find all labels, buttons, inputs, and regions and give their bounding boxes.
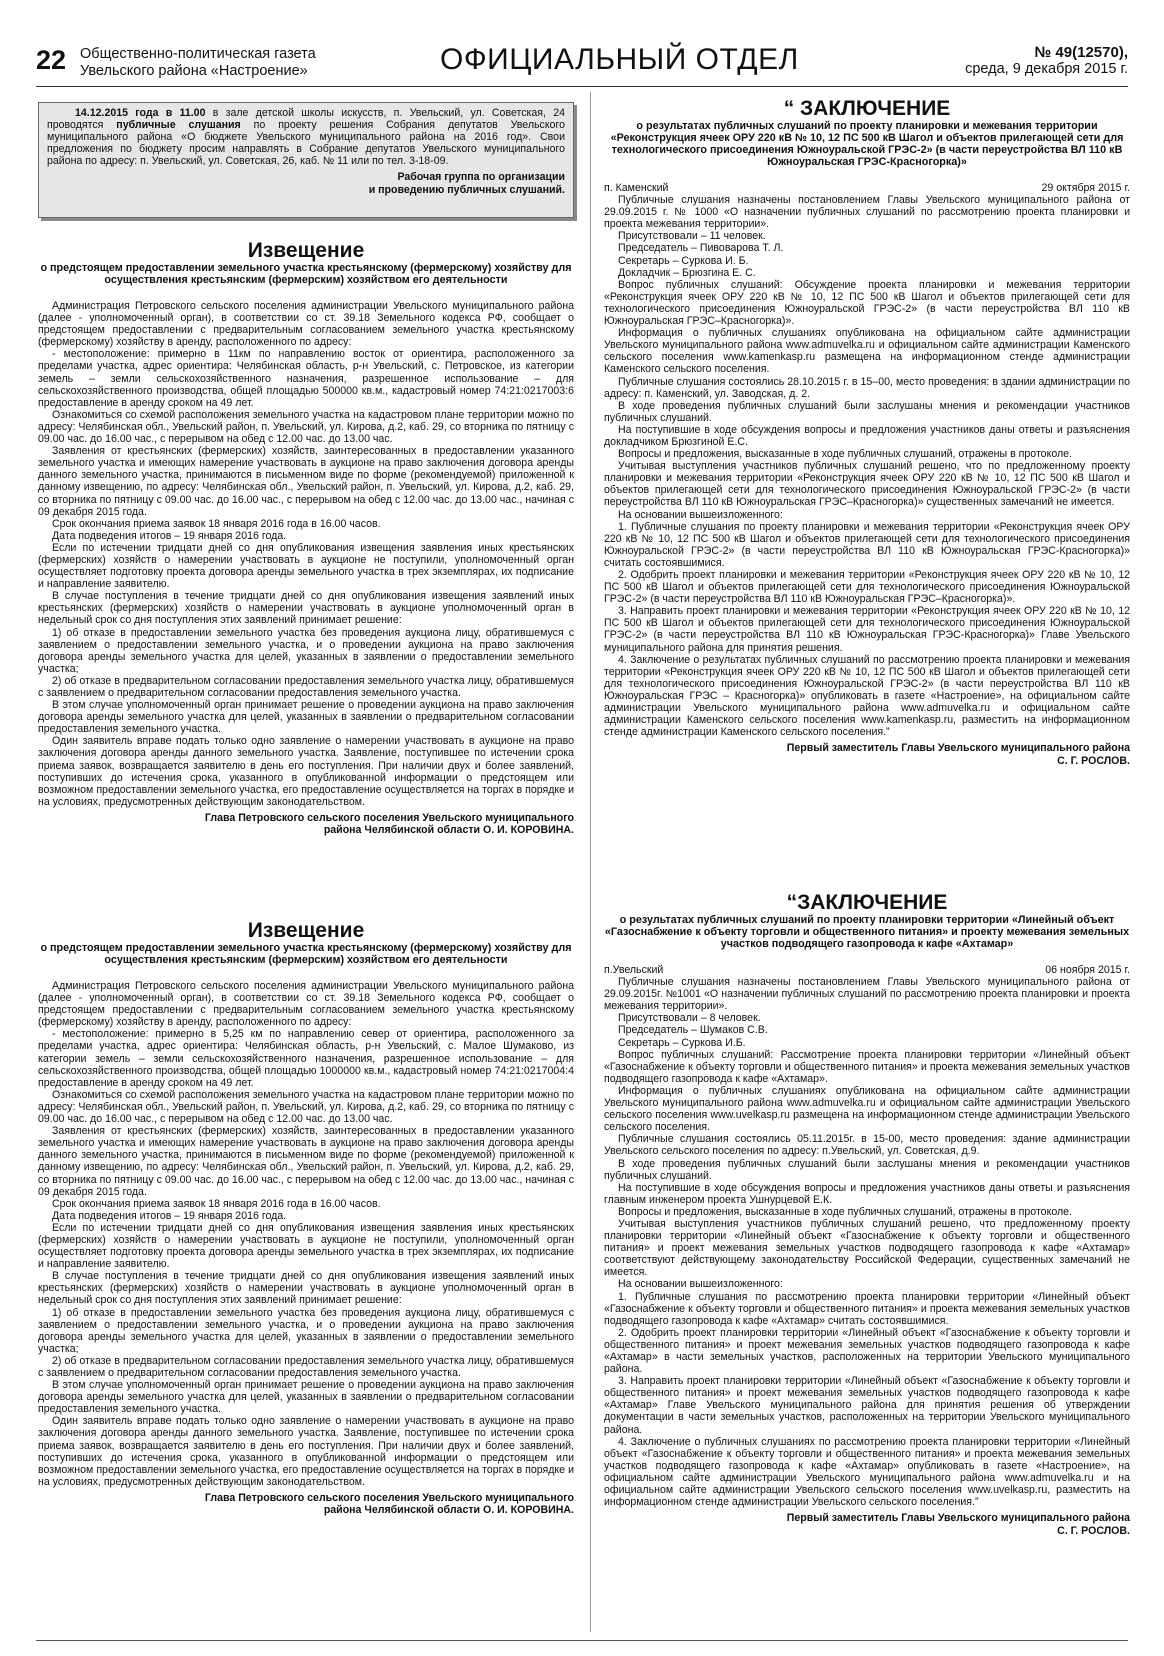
conclusion-2-place-date <box>604 964 1130 976</box>
notice-2-signature: Глава Петровского сельского поселения Увельского муниципального района Челябинской области О. И. КОРОВИНА. <box>204 1491 574 1517</box>
conclusion-1-place: п. Каменский <box>604 182 669 194</box>
department-title: ОФИЦИАЛЬНЫЙ ОТДЕЛ <box>440 43 799 76</box>
paragraph: Один заявитель вправе подать только одно заявление о намерении участвовать в аукционе на право заключения договора аренды данного земельного участка. Заявление, поступившее по истечении срока приема заявок, возвращается заявителю в день его поступления. При наличии двух и более заявлений, поступивших до истечения срока, указанного в опубликованной информации о предстоящем или возможном предоставлении земельного участка, его предоставление осуществляется на торгах в порядке и на условиях, предусмотренных действующим законодательством. <box>38 1415 574 1488</box>
paragraph: На поступившие в ходе обсуждения вопросы и предложения участников даны ответы и разъяснения главным инженером проекта Ушнурцевой Е.К. <box>604 1181 1130 1206</box>
issue-number: № 49(12570), <box>1034 44 1128 61</box>
paragraph: Информация о публичных слушаниях опубликована на официальном сайте администрации Увельского муниципального района www.admuvelka.ru и официальном сайте администрации Каменского сельского поселения www.kamenkasp.ru размещена на информационном стенде администрации Каменского сельского поселения. <box>604 327 1130 376</box>
newspaper-name <box>80 46 316 80</box>
conclusion-2-date: 06 ноября 2015 г. <box>1045 964 1130 976</box>
conclusion-1-signature: Первый заместитель Главы Увельского муниципального района С. Г. РОСЛОВ. <box>786 742 1130 767</box>
paragraph: 4. Заключение о результатах публичных слушаний по рассмотрению проекта планировки и межевания территории «Реконструкция ячеек ОРУ 220 кВ № 10, 12 ПС 500 кВ Шагол и объектов прилегающей сети для технологического присоединения Южноуральской ГРЭС-2» (в части переустройства ВЛ 110 кВ Южноуральская ГРЭС – Красногорка)» опубликовать в газете «Настроение», на официальном сайте администрации Увельского муниципального района www.admuvelka.ru и официальном сайте администрации Каменского сельского поселения www.kamenkasp.ru, разместить на информационном стенде администрации Каменского сельского поселения.” <box>604 653 1130 739</box>
page-number: 22 <box>36 45 67 75</box>
paper-line-1: Общественно-политическая газета <box>80 46 316 62</box>
hearing-notice-box <box>38 102 574 218</box>
paragraph: Учитывая выступления участников публичных слушаний решено, что по предложенному проекту планировки и межевания территории «Реконструкция ячеек ОРУ 220 кВ № 10, 12 ПС 500 кВ Шагол и объектов прилегающей сети для технологического присоединения Южноуральской ГРЭС-2» (в части переустройства ВЛ 110 кВ Южноуральская ГРЭС–Красногорка)» существенных замечаний не имеется. <box>604 460 1130 509</box>
hearing-bold: публичные слушания <box>116 119 241 132</box>
notice-1-subtitle: о предстоящем предоставлении земельного участка крестьянскому (фермерскому) хозяйству для осуществления крестьянским (фермерским) хозяйством его деятельности <box>40 262 572 286</box>
paragraph: Срок окончания приема заявок 18 января 2016 года в 16.00 часов. <box>52 517 381 530</box>
paragraph: На поступившие в ходе обсуждения вопросы и предложения участников даны ответы и разъяснения докладчиком Брюзгиной Е.С. <box>604 423 1130 448</box>
notice-2-body <box>38 980 574 1488</box>
paragraph: Вопросы и предложения, высказанные в ходе публичных слушаний, отражены в протоколе. <box>618 1205 1073 1218</box>
issue-date: среда, 9 декабря 2015 г. <box>965 61 1128 77</box>
conclusion-1-subtitle: о результатах публичных слушаний по проекту планировки и межевания территории «Реконструкция ячеек ОРУ 220 кВ № 10, 12 ПС 500 кВ Шагол и объектов прилегающей сети для технологического присоединения Южноуральской ГРЭС-2» (в части переустройства ВЛ 110 кВ Южноуральская ГРЭС-Красногорка)» <box>610 120 1124 168</box>
paragraph: Администрация Петровского сельского поселения администрации Увельского муниципального района (далее - уполномоченный орган), в соответствии со ст. 39.18 Земельного кодекса РФ, сообщает о предстоящем предоставлении с предварительным согласованием земельного участка крестьянскому (фермерскому) хозяйству в аренду, расположенного по адресу: <box>38 300 574 349</box>
paragraph: 1) об отказе в предоставлении земельного участка без проведения аукциона лицу, обратившемуся с заявлением о предоставлении земельного участка, и о проведении аукциона на право заключения договора аренды земельного участка для целей, указанных в заявлении о предоставлении земельного участка; <box>38 1306 574 1355</box>
paragraph: Вопрос публичных слушаний: Обсуждение проекта планировки и межевания территории «Реконструкция ячеек ОРУ 220 кВ № 10, 12 ПС 500 кВ Шагол и объектов прилегающей сети для технологического присоединения Южноуральской ГРЭС-2» (в части переустройства ВЛ 110 кВ Южноуральская ГРЭС–Красногорка)». <box>604 278 1130 328</box>
paragraph: Информация о публичных слушаниях опубликована на официальном сайте администрации Увельского муниципального района www.admuvelka.ru и официальном сайте администрации Увельского сельского поселения www.uvelkasp.ru размещена на информационном стенде администрации Увельского сельского поселения. <box>604 1084 1130 1134</box>
paragraph: Если по истечении тридцати дней со дня опубликования извещения заявления иных крестьянских (фермерских) хозяйств о намерении участвовать в аукционе не поступили, уполномоченный орган осуществляет подготовку проекта договора аренды земельного участка в трех экземплярах, их подписание и направление заявителю. <box>38 541 574 591</box>
notice-1 <box>38 240 574 837</box>
paragraph: Срок окончания приема заявок 18 января 2016 года в 16.00 часов. <box>52 1197 381 1210</box>
hearing-text-2: по проекту решения Собрания депутатов Увельского муниципального района «О бюджете Увельского муниципального района на 2016 год». Свои предложения по бюджету просим направлять в Собрание депутатов Увельского муниципального района по адресу: п. Увельский, ул. Советская, 26, каб. № 11 или по тел. 3-18-09. <box>47 119 565 168</box>
paragraph: Дата подведения итогов – 19 января 2016 года. <box>52 529 287 542</box>
notice-1-title: Извещение <box>247 239 365 262</box>
column-divider <box>590 92 591 1632</box>
conclusion-1-body <box>604 194 1130 738</box>
paragraph: 1) об отказе в предоставлении земельного участка без проведения аукциона лицу, обратившемуся с заявлением о предоставлении земельного участка, и о проведении аукциона на право заключения договора аренды земельного участка для целей, указанных в заявлении о предоставлении земельного участка; <box>38 626 574 675</box>
paragraph: Ознакомиться со схемой расположения земельного участка на кадастровом плане территории можно по адресу: Челябинская обл., Увельский район, п. Увельский, ул. Кирова, д.2, каб. 29, со вторника по пятницу с 09.00 час. до 16.00 час., с перерывом на обед с 12.00 час. до 13.00 час. <box>38 408 574 446</box>
paragraph: - местоположение: примерно в 5,25 км по направлению север от ориентира, расположенного за пределами участка, адрес ориентира: Челябинская область, р-н Увельский, с. Малое Шумаково, из категории земель – земли сельскохозяйственного назначения, разрешенное использование – для сельскохозяйственного производства, общей площадью 1000000 кв.м., кадастровый номер 74:21:0217004:4 предоставление в аренду сроком на 49 лет. <box>38 1028 574 1089</box>
paragraph: В этом случае уполномоченный орган принимает решение о проведении аукциона на право заключения договора аренды земельного участка для целей, указанных в заявлении о предварительном согласовании предоставления земельного участка. <box>38 1379 574 1416</box>
paragraph: В случае поступления в течение тридцати дней со дня опубликования извещения заявлений иных крестьянских (фермерских) хозяйств о намерении участвовать в аукционе уполномоченный орган в недельный срок со дня поступления этих заявлений принимает решение: <box>38 590 574 627</box>
conclusion-2 <box>604 892 1130 1537</box>
paragraph: 2. Одобрить проект планировки и межевания территории «Реконструкция ячеек ОРУ 220 кВ № 10, 12 ПС 500 кВ Шагол и объектов прилегающей сети для технологического присоединения Южноуральской ГРЭС-2» (в части переустройства ВЛ 110 кВ Южноуральская ГРЭС–Красногорка)». <box>604 569 1130 606</box>
conclusion-2-body <box>604 976 1130 1508</box>
hearing-text-1: в зале детской школы искусств, п. Увельский, ул. Советская, 24 проводятся <box>47 107 566 132</box>
conclusion-1-date: 29 октября 2015 г. <box>1041 182 1130 194</box>
conclusion-2-title: “ЗАКЛЮЧЕНИЕ <box>786 891 948 914</box>
paragraph: Если по истечении тридцати дней со дня опубликования извещения заявления иных крестьянских (фермерских) хозяйств о намерении участвовать в аукционе не поступили, уполномоченный орган осуществляет подготовку проекта договора аренды земельного участка в трех экземплярах, их подписание и направление заявителю. <box>38 1221 574 1271</box>
header-rule <box>36 86 1128 87</box>
paragraph: Вопрос публичных слушаний: Рассмотрение проекта планировки территории «Линейный объект «Газоснабжение к объекту торговли и общественного питания» и проекта межевания земельных участков подводящего газопровода к кафе «Ахтамар». <box>604 1048 1130 1085</box>
paragraph: 2. Одобрить проект планировки территории «Линейный объект «Газоснабжение к объекту торговли и общественного питания» и проект межевания земельных участков подводящего газопровода к кафе «Ахтамар» в части земельных участков, расположенных на территории Увельского муниципального района. <box>604 1326 1130 1376</box>
paragraph: В случае поступления в течение тридцати дней со дня опубликования извещения заявлений иных крестьянских (фермерских) хозяйств о намерении участвовать в аукционе уполномоченный орган в недельный срок со дня поступления этих заявлений принимает решение: <box>38 1270 574 1307</box>
paragraph: 1. Публичные слушания по проекту планировки и межевания территории «Реконструкция ячеек ОРУ 220 кВ № 10, 12 ПС 500 кВ Шагол и объектов прилегающей сети для технологического присоединения Южноуральской ГРЭС-2» (в части переустройства ВЛ 110 кВ Южноуральская ГРЭС-Красногорка)» считать состоявшимися. <box>604 520 1130 569</box>
paragraph: Один заявитель вправе подать только одно заявление о намерении участвовать в аукционе на право заключения договора аренды данного земельного участка. Заявление, поступившее по истечении срока приема заявок, возвращается заявителю в день его поступления. При наличии двух и более заявлений, поступивших до истечения срока, указанного в опубликованной информации о предстоящем или возможном предоставлении земельного участка, его предоставление осуществляется на торгах в порядке и на условиях, предусмотренных действующим законодательством. <box>38 735 574 808</box>
paragraph: Публичные слушания назначены постановлением Главы Увельского муниципального района от 29.09.2015г. №1001 «О назначении публичных слушаний по рассмотрению проекта планировки и проекта межевания территории». <box>604 976 1130 1013</box>
paragraph: Дата подведения итогов – 19 января 2016 года. <box>52 1209 287 1222</box>
conclusion-2-place: п.Увельский <box>604 964 664 976</box>
paragraph: 2) об отказе в предварительном согласовании предоставления земельного участка лицу, обратившемуся с заявлением о предварительном согласовании предоставления земельного участка. <box>38 674 574 699</box>
paragraph: Присутствовали – 8 человек. <box>618 1012 761 1025</box>
paragraph: Публичные слушания состоялись 05.11.2015г. в 15-00, место проведения: здание администрации Увельского сельского поселения по адресу: п.Увельский, ул. Советская, д.9. <box>604 1133 1130 1158</box>
paragraph: 1. Публичные слушания по рассмотрению проекта планировки территории «Линейный объект «Газоснабжение к объекту торговли и общественного питания» и проекта межевания земельных участков подводящего газопровода к кафе «Ахтамар» считать состоявшимися. <box>604 1290 1130 1327</box>
issue-info <box>965 44 1128 78</box>
paragraph: Председатель – Пивоварова Т. Л. <box>618 242 784 255</box>
paragraph: На основании вышеизложенного: <box>618 1278 783 1291</box>
paragraph: Заявления от крестьянских (фермерских) хозяйств, заинтересованных в предоставлении указанного земельного участка и имеющих намерение участвовать в аукционе на право заключения договора аренды данного земельного участка, принимаются в письменном виде по форме (рекомендуемой) приложенной к данному извещению, по адресу: Челябинская обл., Увельский район, п. Увельский, ул. Кирова, д.2, каб. 29, со вторника по пятницу с 09.00 час. до 16.00 час., с перерывом на обед с 12.00 час. до 13.00 час., начиная с 09 декабря 2015 года. <box>38 1125 574 1198</box>
paragraph: 3. Направить проект планировки территории «Линейный объект «Газоснабжение к объекту торговли и общественного питания» и проект межевания земельных участков подводящего газопровода к кафе «Ахтамар» Главе Увельского муниципального района для принятия решения об утверждении документации в части земельных участков, расположенных на территории Увельского муниципального района. <box>604 1375 1130 1436</box>
paragraph: 3. Направить проект планировки и межевания территории «Реконструкция ячеек ОРУ 220 кВ № 10, 12 ПС 500 кВ Шагол и объектов прилегающей сети для технологического присоединения Южноуральской ГРЭС-2» (в части переустройства ВЛ 110 кВ Южноуральская ГРЭС-Красногорка)» Главе Увельского муниципального района для принятия решения. <box>604 605 1130 654</box>
paper-line-2: Увельского района «Настроение» <box>80 63 308 79</box>
conclusion-2-subtitle: о результатах публичных слушаний по проекту планировки территории «Линейный объект «Газоснабжение к объекту торговли и общественного питания» и проекту межевания земельных участков подводящего газопровода к кафе «Ахтамар» <box>604 914 1130 950</box>
hearing-datetime: 14.12.2015 года в 11.00 <box>75 107 206 119</box>
page-header <box>36 42 1128 92</box>
notice-1-signature: Глава Петровского сельского поселения Увельского муниципального района Челябинской области О. И. КОРОВИНА. <box>204 811 574 837</box>
paragraph: Присутствовали – 11 человек. <box>618 230 766 243</box>
notice-2-subtitle: о предстоящем предоставлении земельного участка крестьянскому (фермерскому) хозяйству для осуществления крестьянским (фермерским) хозяйством его деятельности <box>40 942 572 966</box>
paragraph: Администрация Петровского сельского поселения администрации Увельского муниципального района (далее - уполномоченный орган), в соответствии со ст. 39.18 Земельного кодекса РФ, сообщает о предстоящем предоставлении с предварительным согласованием земельного участка крестьянскому (фермерскому) хозяйству в аренду, расположенного по адресу: <box>38 980 574 1029</box>
paragraph: Публичные слушания состоялись 28.10.2015 г. в 15–00, место проведения: в здании администрации по адресу: п. Каменский, ул. Заводская, д. 2. <box>604 375 1130 400</box>
paragraph: Секретарь – Суркова И.Б. <box>618 1036 746 1049</box>
notice-1-body <box>38 300 574 808</box>
notice-2-title: Извещение <box>247 919 365 942</box>
hearing-signature: Рабочая группа по организации и проведению публичных слушаний. <box>368 171 565 196</box>
paragraph: В ходе проведения публичных слушаний были заслушаны мнения и рекомендации участников публичных слушаний. <box>604 1157 1130 1182</box>
paragraph: Вопросы и предложения, высказанные в ходе публичных слушаний, отражены в протоколе. <box>618 448 1073 461</box>
paragraph: Публичные слушания назначены постановлением Главы Увельского муниципального района от 29.09.2015 г. № 1000 «О назначении публичных слушаний по рассмотрению проекта планировки и проекта межевания территории». <box>604 194 1130 231</box>
notice-2 <box>38 920 574 1517</box>
conclusion-1 <box>604 98 1130 767</box>
paragraph: В этом случае уполномоченный орган принимает решение о проведении аукциона на право заключения договора аренды земельного участка для целей, указанных в заявлении о предварительном согласовании предоставления земельного участка. <box>38 699 574 736</box>
hearing-notice-text <box>47 107 565 167</box>
paragraph: - местоположение: примерно в 11км по направлению восток от ориентира, расположенного за пределами участка, адрес ориентира: Челябинская область, р-н Увельский, с. Петровское, из категории земель – земли сельскохозяйственного назначения, разрешенное использование – для сельскохозяйственного производства, общей площадью 500000 кв.м., кадастровый номер 74:21:0217003:6 предоставление в аренду сроком на 49 лет. <box>38 348 574 409</box>
paragraph: Докладчик – Брюзгина Е. С. <box>618 266 756 279</box>
conclusion-2-signature: Первый заместитель Главы Увельского муниципального района С. Г. РОСЛОВ. <box>786 1512 1130 1537</box>
paragraph: 4. Заключение о публичных слушаниях по рассмотрению проекта планировки территории «Линейный объект «Газоснабжение к объекту торговли и общественного питания» и проекта межевания земельных участков подводящего газопровода к кафе «Ахтамар» опубликовать в газете «Настроение», на официальном сайте администрации Увельского муниципального района www.admuvelka.ru и на официальном сайте администрации Увельского сельского поселения www.uvelkasp.ru, разместить на информационном стенде администрации Увельского сельского поселения.” <box>604 1435 1130 1509</box>
paragraph: Секретарь – Суркова И. Б. <box>618 254 749 267</box>
conclusion-1-title: “ ЗАКЛЮЧЕНИЕ <box>783 97 951 120</box>
footer-rule <box>36 1640 1128 1641</box>
paragraph: Ознакомиться со схемой расположения земельного участка на кадастровом плане территории можно по адресу: Челябинская обл., Увельский район, п. Увельский, ул. Кирова, д.2, каб. 29, со вторника по пятницу с 09.00 час. до 16.00 час., с перерывом на обед с 12.00 час. до 13.00 час. <box>38 1088 574 1126</box>
paragraph: В ходе проведения публичных слушаний были заслушаны мнения и рекомендации участников публичных слушаний. <box>604 399 1130 424</box>
paragraph: На основании вышеизложенного: <box>618 508 783 521</box>
paragraph: 2) об отказе в предварительном согласовании предоставления земельного участка лицу, обратившемуся с заявлением о предварительном согласовании предоставления земельного участка. <box>38 1354 574 1379</box>
paragraph: Учитывая выступления участников публичных слушаний решено, что предложенному проекту планировки территории «Линейный объект «Газоснабжение к объекту торговли и общественного питания» и проект межевания земельных участков подводящего газопровода к кафе «Ахтамар» соответствуют действующему законодательству Российской Федерации, существенных замечаний не имеется. <box>604 1217 1130 1279</box>
conclusion-1-place-date <box>604 182 1130 194</box>
paragraph: Заявления от крестьянских (фермерских) хозяйств, заинтересованных в предоставлении указанного земельного участка и имеющих намерение участвовать в аукционе на право заключения договора аренды данного земельного участка, принимаются в письменном виде по форме (рекомендуемой) приложенной к данному извещению, по адресу: Челябинская обл., Увельский район, п. Увельский, ул. Кирова, д.2, каб. 29, со вторника по пятницу с 09.00 час. до 16.00 час., с перерывом на обед с 12.00 час. до 13.00 час., начиная с 09 декабря 2015 года. <box>38 445 574 518</box>
paragraph: Председатель – Шумаков С.В. <box>618 1024 768 1037</box>
